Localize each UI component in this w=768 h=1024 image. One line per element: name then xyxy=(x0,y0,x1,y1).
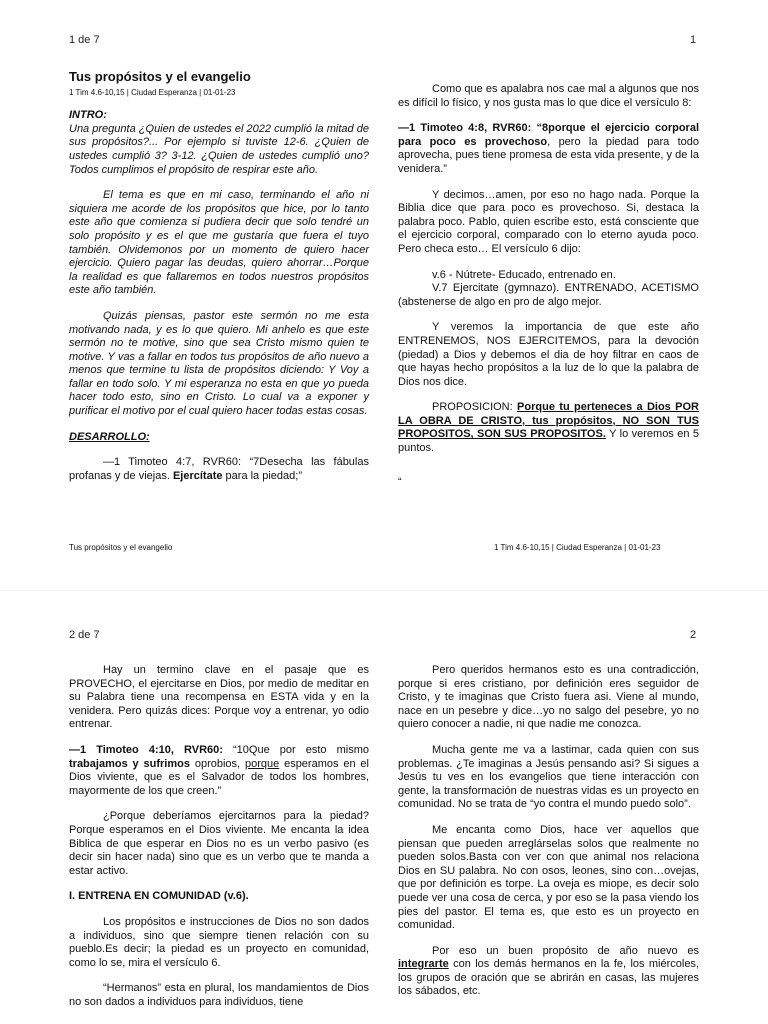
left-column xyxy=(69,664,369,1009)
verse-note: V.7 Ejercitate (gymnazo). ENTRENADO, ACETISMO (abstenerse de algo en pro de algo mejor. xyxy=(398,282,699,308)
page-separator xyxy=(0,590,768,591)
proposition: PROPOSICION: Porque tu perteneces a Dios POR LA OBRA DE CRISTO, tus propósitos, NO SON TUS PROPOSITOS, SON SUS PROPOSITOS. Y lo veremos en 5 puntos. xyxy=(398,401,699,455)
body-paragraph: Pero queridos hermanos esto es una contradicción, porque si eres cristiano, por definición eres seguidor de Cristo, y te imaginas que Cristo fuera asi. Viene al mundo, nace en un pesebre y dice…yo no salgo del pesebre, yo no quiero conocer a nadie, ni que nadie me conozca. xyxy=(398,664,699,731)
footer-meta: 1 Tim 4.6-10,15 | Ciudad Esperanza | 01-01-23 xyxy=(494,543,661,552)
page-number: 1 xyxy=(690,34,697,46)
intro-paragraph: Una pregunta ¿Quien de ustedes el 2022 cumplió la mitad de sus propósitos?... Por ejemplo si tuviste 12-6. ¿Quien de ustedes cumplió 3? 3-12. ¿Quien de ustedes cumplió uno? Todos cumplimos el propósito de respirar este año. xyxy=(69,122,369,176)
scripture-quote: —1 Timoteo 4:8, RVR60: “8porque el ejercicio corporal para poco es provechoso, pero la piedad para todo aprovecha, pues tiene promesa de esta vida presente, y de la venidera.” xyxy=(398,122,700,175)
scripture-quote: —1 Timoteo 4:7, RVR60: “7Desecha las fábulas profanas y de viejas. Ejercítate para la piedad;” xyxy=(69,456,369,482)
body-paragraph: Los propósitos e instrucciones de Dios no son dados a individuos, sino que siempre tienen relación con su pueblo.Es decir; la piedad es un proyecto en comunidad, como lo se, mira el versículo 6. xyxy=(69,915,369,969)
intro-heading: INTRO: xyxy=(69,109,107,122)
left-column xyxy=(69,70,369,483)
body-paragraph: ¿Porque deberíamos ejercitarnos para la piedad? Porque esperamos en el Dios viviente. Me encanta la idea Biblica de que esperar en Dios no es un verbo pasivo (es decir sin hacer nada) sino que es un verbo que te manda a estar activo. xyxy=(69,810,369,877)
footer-title: Tus propósitos y el evangelio xyxy=(69,543,173,552)
scripture-quote: —1 Timoteo 4:10, RVR60: “10Que por esto mismo trabajamos y sufrimos oprobios, porque esperamos en el Dios viviente, que es el Salvador de todos los hombres, mayormente de los que creen.” xyxy=(69,743,369,797)
document-title: Tus propósitos y el evangelio xyxy=(69,69,251,84)
right-column xyxy=(398,83,699,489)
desarrollo-heading: DESARROLLO: xyxy=(69,430,150,443)
body-paragraph: Me encanta como Dios, hace ver aquellos que piensan que pueden arreglárselas solos que realmente no pueden solos.Basta con ver con que animal nos relaciona Dios en SU palabra. No con osos, leones, sino con…ovejas, que por definición es torpe. La oveja es miope, es decir solo puede ver una cosa de cerca, y por eso se la pasa viendo los pies del pastor. El tema es, que esto es un proyecto en comunidad. xyxy=(398,823,699,932)
section-heading: I. ENTRENA EN COMUNIDAD (v.6). xyxy=(69,890,249,903)
body-paragraph: Y decimos…amen, por eso no hago nada. Porque la Biblia dice que para poco es provechoso. Si, destaca la palabra poco. Pablo, quien escribe esto, está consciente que el ejercicio corporal, comparado con lo eterno ayuda poco. Pero checa esto… El versículo 6 dijo: xyxy=(398,188,699,255)
page-counter: 1 de 7 xyxy=(69,34,100,46)
body-paragraph: Como que es apalabra nos cae mal a algunos que nos es difícil lo físico, y nos gusta mas lo que dice el versículo 8: xyxy=(398,83,699,109)
body-paragraph: Mucha gente me va a lastimar, cada quien con sus problemas. ¿Te imaginas a Jesús pensando asi? Si sigues a Jesús tu ves en los evangelios que tiene interacción con gente, la transformación de nuestras vidas es un proyecto en comunidad. No se trata de “yo contra el mundo puedo solo”. xyxy=(398,743,699,811)
right-column xyxy=(398,664,699,999)
body-paragraph: Y veremos la importancia de que este año ENTRENEMOS, NOS EJERCITEMOS, para la devoción (piedad) a Dios y debemos el dia de hoy filtrar en caos de que hayas hecho propósitos a la luz de lo que la palabra de Dios nos dice. xyxy=(398,321,699,388)
intro-paragraph: Quizás piensas, pastor este sermón no me esta motivando nada, y es lo que quiero. Mi anhelo es que este sermón no te motive, sino que sea Cristo mismo quien te motive. Y vas a fallar en todos tus propósitos de año nuevo a menos que termine tu lista de propósitos diciendo: Y Voy a fallar en todo solo. Y mi esperanza no esta en que yo pueda hacer todo esto, sino en Cristo. Lo cual va a exponer y purificar el motivo por el cual quiero hacer todas estas cosas. xyxy=(69,309,369,418)
body-paragraph: “Hermanos” esta en plural, los mandamientos de Dios no son dados a individuos para individuos, tiene xyxy=(69,982,369,1008)
page-number: 2 xyxy=(690,629,697,641)
body-paragraph: Hay un termino clave en el pasaje que es PROVECHO, el ejercitarse en Dios, por medio de meditar en su Palabra tiene una recompensa en ESTA vida y en la venidera. Pero quizás dices: Porque voy a entrenar, yo odio entrenar. xyxy=(69,664,369,731)
verse-note: v.6 - Nútrete- Educado, entrenado en. xyxy=(432,268,616,281)
page-counter: 2 de 7 xyxy=(69,629,100,641)
body-paragraph: Por eso un buen propósito de año nuevo es integrarte con los demás hermanos en la fe, los miércoles, los grupos de oración que se abrirán en casas, las mujeres los sábados, etc. xyxy=(398,944,699,998)
intro-paragraph: El tema es que en mi caso, terminando el año ni siquiera me acorde de los propósitos que hice, por lo tanto este año que comienza si pudiera decir que solo tendré un solo propósito y es el que me gustaría que fuera el tuyo también. Olvidemonos por un momento de quiero hacer ejercicio. Quiero pagar las deudas, quiero ahorrar…Porque la realidad es que fallaremos en todos nuestros propósitos este año también. xyxy=(69,189,369,297)
sermon-meta: 1 Tim 4.6-10,15 | Ciudad Esperanza | 01-01-23 xyxy=(69,87,236,97)
quote-mark: “ xyxy=(398,475,402,488)
